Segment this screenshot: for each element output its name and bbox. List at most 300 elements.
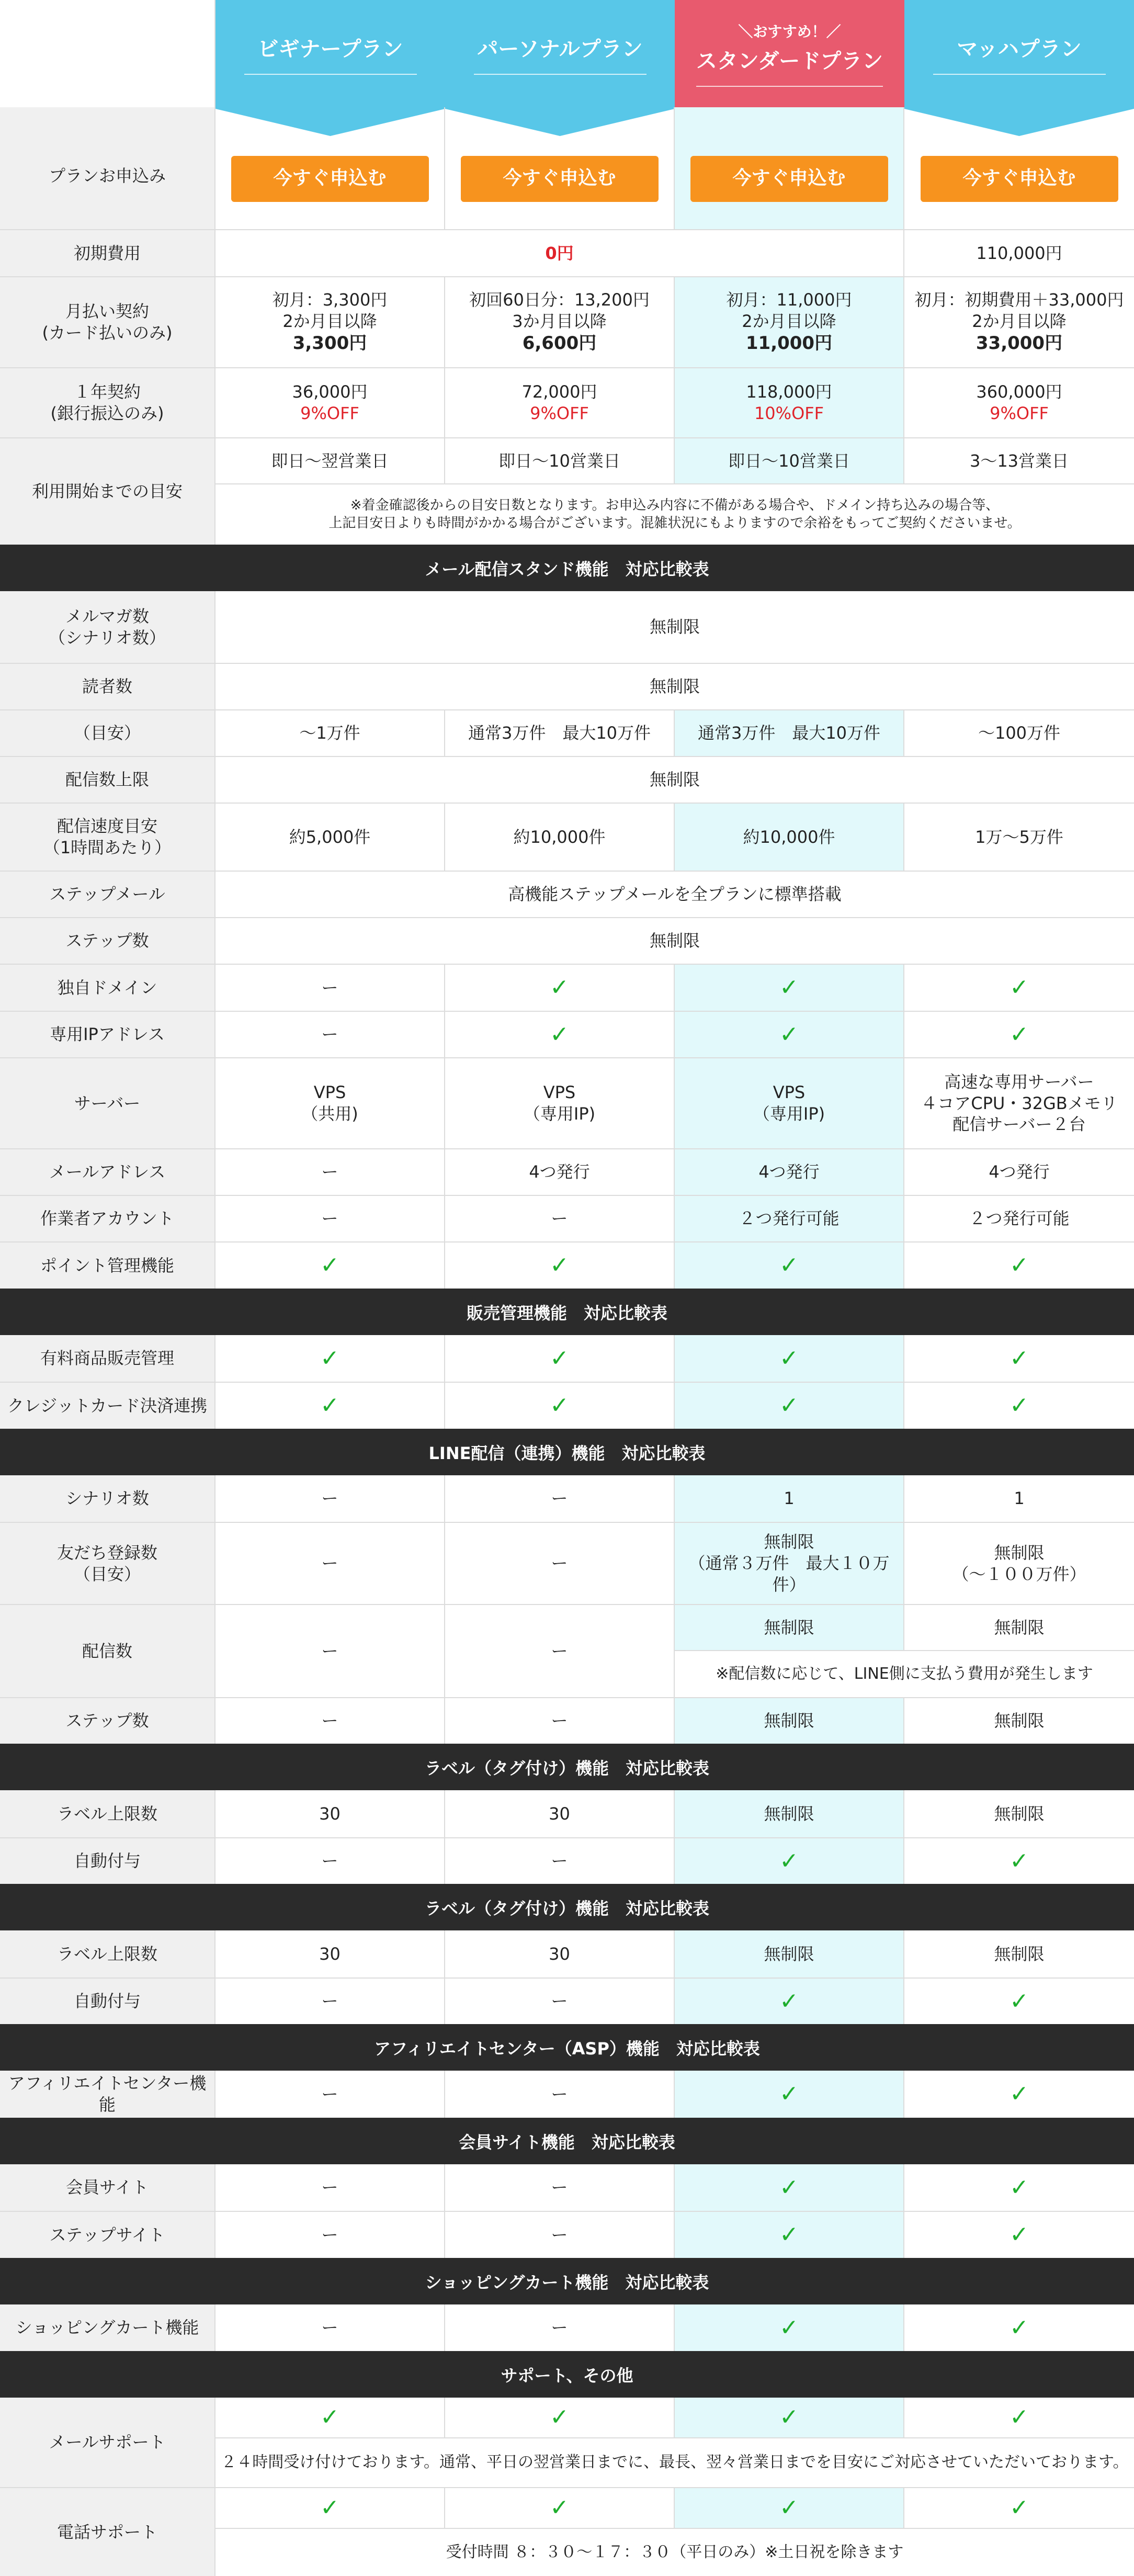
mail-readers-row xyxy=(0,663,1134,709)
plan-cell-1 xyxy=(216,277,445,367)
cell-text: 無制限 xyxy=(994,1944,1045,1964)
cell-text: VPS （共用) xyxy=(301,1082,358,1124)
plan-cell-1 xyxy=(216,1335,445,1382)
check-icon: ✓ xyxy=(779,1847,799,1874)
monthly-price: 33,000円 xyxy=(976,333,1063,354)
cell-text: ー xyxy=(551,2224,568,2245)
check-icon: ✓ xyxy=(320,1392,339,1419)
plan-cell-2 xyxy=(445,1838,675,1884)
support-mail-row xyxy=(0,2398,1134,2487)
mail-address-row xyxy=(0,1148,1134,1195)
plan-cell-1 xyxy=(216,1605,445,1697)
span-cell: 無制限 xyxy=(649,931,700,951)
plan-cell-1 xyxy=(216,1475,445,1522)
row-label: 初期費用 xyxy=(0,230,216,276)
section-label-1: ラベル（タグ付け）機能 対応比較表 xyxy=(0,1744,1134,1790)
plan-cell-3 xyxy=(675,277,904,367)
line-steps-row xyxy=(0,1697,1134,1744)
check-icon: ✓ xyxy=(1010,2081,1029,2107)
plan-cell-3 xyxy=(675,1523,904,1604)
start-cells xyxy=(216,438,1134,484)
plan-cell-1 xyxy=(216,1838,445,1884)
plan-cell-3 xyxy=(675,2304,904,2351)
cart-func-row xyxy=(0,2304,1134,2351)
span-cell: 無制限 xyxy=(649,770,700,790)
plan-cell-1 xyxy=(216,1979,445,2024)
plan-cell-3 xyxy=(675,1196,904,1241)
check-icon: ✓ xyxy=(1010,1021,1029,1048)
apply-button[interactable]: 今すぐ申込む xyxy=(921,156,1118,202)
cell-text: ー xyxy=(551,1991,568,2012)
initial-mach-cell: 110,000円 xyxy=(976,243,1062,263)
cell-text: 4つ発行 xyxy=(989,1162,1050,1182)
plan-cell-3 xyxy=(675,804,904,871)
check-icon: ✓ xyxy=(1010,2174,1029,2201)
mail-steps-row xyxy=(0,917,1134,964)
plan-cell-1 xyxy=(216,1149,445,1195)
plan-cell-4: 3〜13営業日 xyxy=(969,450,1069,471)
plan-name: マッハプラン xyxy=(933,32,1106,75)
yearly-price: 118,000円 xyxy=(746,382,832,402)
check-icon: ✓ xyxy=(779,2404,799,2431)
plan-cell-3 xyxy=(675,1838,904,1884)
cell-text: ー xyxy=(551,1208,568,1229)
row-label: 配信数 xyxy=(0,1605,216,1697)
plan-name: パーソナルプラン xyxy=(474,32,647,75)
check-icon: ✓ xyxy=(779,1252,799,1279)
monthly-detail: 初月：11,000円 2か月目以降 xyxy=(726,290,852,332)
plan-header-box xyxy=(904,0,1134,107)
plan-cell-1 xyxy=(216,368,445,437)
row-label: 月払い契約 (カード払いのみ) xyxy=(0,277,216,367)
cell-text: 無制限 xyxy=(764,1803,814,1824)
row-label: メールアドレス xyxy=(0,1149,216,1195)
plan-cell-2 xyxy=(445,1058,675,1148)
line-delivery-cells xyxy=(675,1605,1134,1651)
support-phone-row xyxy=(0,2487,1134,2576)
row-label: ショッピングカート機能 xyxy=(0,2304,216,2351)
plan-cell-4 xyxy=(904,1196,1134,1241)
plan-cell-2 xyxy=(445,1523,675,1604)
row-label: メルマガ数 （シナリオ数） xyxy=(0,591,216,663)
support-right xyxy=(216,2398,1134,2487)
row-label: 自動付与 xyxy=(0,1979,216,2024)
line-delivery-note: ※配信数に応じて、LINE側に支払う費用が発生します xyxy=(716,1664,1093,1683)
yearly-discount: 10%OFF xyxy=(754,403,824,423)
cell-text: ー xyxy=(321,1208,338,1229)
row-label: 配信速度目安 （1時間あたり） xyxy=(0,804,216,871)
plan-cell-3 xyxy=(675,2071,904,2118)
row-label: 会員サイト xyxy=(0,2164,216,2211)
yearly-price: 360,000円 xyxy=(976,382,1062,402)
monthly-detail: 初回60日分：13,200円 3か月目以降 xyxy=(469,290,650,332)
support-cells xyxy=(216,2488,1134,2529)
plan-cell-1 xyxy=(216,2071,445,2118)
cell-text: ー xyxy=(551,2084,568,2104)
yearly-price: 72,000円 xyxy=(521,382,597,402)
plan-cell-2 xyxy=(445,1383,675,1429)
span-cell: 高機能ステップメールを全プランに標準搭載 xyxy=(508,884,842,905)
cell-text: ２つ発行可能 xyxy=(739,1208,840,1229)
check-icon: ✓ xyxy=(1010,974,1029,1001)
plan-cell-1 xyxy=(216,804,445,871)
plan-cell-2 xyxy=(445,804,675,871)
cell-text: 30 xyxy=(319,1944,341,1964)
cell-text: 4つ発行 xyxy=(529,1162,590,1182)
sales-paid-row xyxy=(0,1335,1134,1382)
cell-text: ー xyxy=(551,1641,568,1661)
header-divider xyxy=(214,0,216,111)
mail-domain-row xyxy=(0,964,1134,1011)
check-icon: ✓ xyxy=(779,1021,799,1048)
support-cells xyxy=(216,2398,1134,2438)
plan-cell-2 xyxy=(445,1790,675,1837)
initial-fee-row xyxy=(0,229,1134,276)
plan-cell-1 xyxy=(216,1058,445,1148)
section-affiliate: アフィリエイトセンター（ASP）機能 対応比較表 xyxy=(0,2024,1134,2071)
plan-cell-3 xyxy=(675,1335,904,1382)
plan-cell-4 xyxy=(904,1790,1134,1837)
plan-cell-1 xyxy=(216,1196,445,1241)
cell-text: 無制限 xyxy=(994,1711,1045,1731)
monthly-price: 3,300円 xyxy=(292,333,367,354)
row-label: 読者数 xyxy=(0,664,216,709)
plan-cell-2 xyxy=(445,1930,675,1978)
cell-text: 1 xyxy=(784,1488,795,1509)
plan-cell-2 xyxy=(445,2398,675,2437)
plan-cell-2 xyxy=(445,1242,675,1289)
cell-text: 無制限 xyxy=(994,1803,1045,1824)
plan-cell-3 xyxy=(675,1058,904,1148)
plan-cell-4: 無制限 xyxy=(994,1617,1045,1637)
cell-text: ー xyxy=(551,2177,568,2198)
yearly-price: 36,000円 xyxy=(292,382,368,402)
cell-text: VPS （専用IP) xyxy=(753,1082,825,1124)
plan-cell-3 xyxy=(675,1475,904,1522)
row-label: 利用開始までの目安 xyxy=(0,438,216,545)
monthly-detail: 初月：初期費用＋33,000円 2か月目以降 xyxy=(914,290,1124,332)
plan-cell-1 xyxy=(216,107,445,229)
cell-text: 1万〜5万件 xyxy=(975,827,1063,847)
plan-cell-1: 即日〜翌営業日 xyxy=(216,438,445,483)
row-label: プランお申込み xyxy=(0,107,216,229)
check-icon: ✓ xyxy=(779,1392,799,1419)
row-label: 独自ドメイン xyxy=(0,965,216,1011)
plan-cell-1 xyxy=(216,1930,445,1978)
plan-cell-3 xyxy=(675,710,904,756)
cell-text: 高速な専用サーバー ４コアCPU・32GBメモリ 配信サーバー２台 xyxy=(921,1071,1118,1135)
cell-text: ー xyxy=(551,1553,568,1574)
initial-free-cell xyxy=(216,230,904,276)
check-icon: ✓ xyxy=(550,1021,569,1048)
plan-cell-2 xyxy=(445,2071,675,2118)
initial-free-text: 0円 xyxy=(545,243,574,263)
row-label: ステップ数 xyxy=(0,918,216,964)
cell-text: 約5,000件 xyxy=(289,827,371,847)
row-label: 作業者アカウント xyxy=(0,1196,216,1241)
plan-cell-3 xyxy=(675,1242,904,1289)
cell-text: ー xyxy=(551,1488,568,1509)
check-icon: ✓ xyxy=(320,2404,339,2431)
check-icon: ✓ xyxy=(320,2494,339,2521)
row-label: １年契約 (銀行振込のみ) xyxy=(0,368,216,437)
plan-cell-3 xyxy=(675,1790,904,1837)
plan-cell-2 xyxy=(445,2164,675,2211)
member-step-row xyxy=(0,2211,1134,2258)
plan-cell-1 xyxy=(216,1012,445,1057)
plan-cell-3 xyxy=(675,1383,904,1429)
section-line: LINE配信（連携）機能 対応比較表 xyxy=(0,1429,1134,1475)
plan-cell-3 xyxy=(675,2212,904,2258)
check-icon: ✓ xyxy=(1010,2494,1029,2521)
plan-cell-4 xyxy=(904,804,1134,871)
mail-speed-row xyxy=(0,803,1134,871)
row-label: ステップ数 xyxy=(0,1698,216,1744)
yearly-discount: 9%OFF xyxy=(300,403,359,423)
mail-magazine-row xyxy=(0,591,1134,663)
cell-text: ー xyxy=(321,977,338,998)
span-cell: 無制限 xyxy=(649,617,700,637)
check-icon: ✓ xyxy=(779,1987,799,2015)
check-icon: ✓ xyxy=(550,1392,569,1419)
apply-button[interactable]: 今すぐ申込む xyxy=(231,156,429,202)
plan-cell-1 xyxy=(216,1790,445,1837)
yearly-discount: 9%OFF xyxy=(990,403,1049,423)
plan-cell-2 xyxy=(445,1335,675,1382)
sales-card-row xyxy=(0,1382,1134,1429)
plan-cell-4 xyxy=(904,1979,1134,2024)
row-label: 専用IPアドレス xyxy=(0,1012,216,1057)
row-label: ラベル上限数 xyxy=(0,1930,216,1978)
plan-header-box xyxy=(216,0,445,107)
cell-text: ー xyxy=(321,1162,338,1182)
apply-row xyxy=(0,107,1134,229)
check-icon: ✓ xyxy=(320,1345,339,1372)
row-label: サーバー xyxy=(0,1058,216,1148)
check-icon: ✓ xyxy=(1010,1847,1029,1874)
cell-text: 30 xyxy=(549,1944,570,1964)
plan-cell-1 xyxy=(216,2164,445,2211)
check-icon: ✓ xyxy=(1010,2404,1029,2431)
plan-cell-3 xyxy=(675,2398,904,2437)
support-right xyxy=(216,2488,1134,2576)
plan-cell-2 xyxy=(445,107,675,229)
plan-cell-3 xyxy=(675,1979,904,2024)
plan-cell-1 xyxy=(216,1698,445,1744)
plan-cell-2 xyxy=(445,1012,675,1057)
line-delivery-right xyxy=(675,1605,1134,1697)
plan-cell-1 xyxy=(216,2212,445,2258)
plan-cell-2 xyxy=(445,1196,675,1241)
monthly-detail: 初月：3,300円 2か月目以降 xyxy=(272,290,388,332)
start-right xyxy=(216,438,1134,545)
start-row xyxy=(0,437,1134,545)
check-icon: ✓ xyxy=(779,2221,799,2248)
line-friends-row xyxy=(0,1522,1134,1604)
cell-text: 約10,000件 xyxy=(513,827,606,847)
cell-text: ー xyxy=(321,1024,338,1045)
plan-cell-4 xyxy=(904,1012,1134,1057)
plan-cell-1 xyxy=(216,2398,445,2437)
cell-text: ー xyxy=(551,1851,568,1871)
plan-cell-3: 即日〜10営業日 xyxy=(675,438,904,483)
check-icon: ✓ xyxy=(550,974,569,1001)
cell-text: VPS （専用IP) xyxy=(523,1082,596,1124)
apply-button[interactable]: 今すぐ申込む xyxy=(461,156,659,202)
plan-cell-4 xyxy=(904,1149,1134,1195)
line-delivery-row xyxy=(0,1604,1134,1697)
plan-cell-2 xyxy=(445,2304,675,2351)
row-label: アフィリエイトセンター機能 xyxy=(0,2071,216,2118)
mail-limit-row xyxy=(0,756,1134,803)
plan-cell-4 xyxy=(904,1242,1134,1289)
plan-header-box xyxy=(445,0,675,107)
cell-text: 〜1万件 xyxy=(299,723,360,743)
plan-cell-4 xyxy=(904,2164,1134,2211)
plan-cell-3 xyxy=(675,2164,904,2211)
row-label: 配信数上限 xyxy=(0,757,216,803)
plan-cell-2 xyxy=(445,1475,675,1522)
cell-text: ー xyxy=(321,1711,338,1731)
plan-cell-4 xyxy=(904,2398,1134,2437)
plan-cell-2 xyxy=(445,1149,675,1195)
plan-cell-3 xyxy=(675,368,904,437)
check-icon: ✓ xyxy=(1010,1345,1029,1372)
plan-cell-2 xyxy=(445,1605,675,1697)
yearly-discount: 9%OFF xyxy=(530,403,589,423)
start-note: ※着金確認後からの目安日数となります。お申込み内容に不備がある場合や、ドメイン持ち込みの場合等、 上記目安日よりも時間がかかる場合がございます。混雑状況にもよりますので余裕をもってご契約くださいませ。 xyxy=(328,498,1021,531)
check-icon: ✓ xyxy=(779,2081,799,2107)
recommend-tag: ＼おすすめ！／ xyxy=(738,23,841,40)
monthly-price: 11,000円 xyxy=(745,333,833,354)
check-icon: ✓ xyxy=(779,1345,799,1372)
plan-cell-1 xyxy=(216,2488,445,2528)
plan-cell-2: 即日〜10営業日 xyxy=(445,438,675,483)
check-icon: ✓ xyxy=(1010,1392,1029,1419)
cell-text: ー xyxy=(321,2177,338,2198)
yearly-row xyxy=(0,367,1134,437)
check-icon: ✓ xyxy=(1010,2314,1029,2341)
member-site-row xyxy=(0,2164,1134,2211)
cell-text: 30 xyxy=(549,1803,570,1824)
plan-cell-1 xyxy=(216,2304,445,2351)
plan-cell-1 xyxy=(216,710,445,756)
mail-stepmail-row xyxy=(0,871,1134,917)
cell-text: 無制限 xyxy=(764,1711,814,1731)
row-label: （目安） xyxy=(0,710,216,756)
monthly-row xyxy=(0,276,1134,367)
line-scenario-row xyxy=(0,1475,1134,1522)
plan-cell-1 xyxy=(216,1242,445,1289)
check-icon: ✓ xyxy=(1010,1987,1029,2015)
row-label: シナリオ数 xyxy=(0,1475,216,1522)
plan-cell-3 xyxy=(675,965,904,1011)
cell-text: 無制限 xyxy=(764,1944,814,1964)
label1-max-row xyxy=(0,1790,1134,1837)
plan-cell-1 xyxy=(216,1523,445,1604)
plan-cell-4 xyxy=(904,2212,1134,2258)
plan-cell-3 xyxy=(675,1149,904,1195)
plan-cell-2 xyxy=(445,710,675,756)
plan-cell-4 xyxy=(904,1838,1134,1884)
cell-text: ー xyxy=(551,2318,568,2338)
span-cell: 無制限 xyxy=(649,676,700,697)
plan-header-box xyxy=(675,0,904,107)
cell-text: 30 xyxy=(319,1803,341,1824)
section-sales: 販売管理機能 対応比較表 xyxy=(0,1289,1134,1335)
cell-text: ー xyxy=(551,1711,568,1731)
plan-cell-3 xyxy=(675,1698,904,1744)
row-label: ステップメール xyxy=(0,872,216,917)
cell-text: ー xyxy=(321,1553,338,1574)
mail-server-row xyxy=(0,1057,1134,1148)
plan-cell-1 xyxy=(216,1383,445,1429)
apply-button[interactable]: 今すぐ申込む xyxy=(690,156,888,202)
check-icon: ✓ xyxy=(550,1345,569,1372)
label2-max-row xyxy=(0,1930,1134,1978)
cell-text: ー xyxy=(321,1641,338,1661)
row-label: ラベル上限数 xyxy=(0,1790,216,1837)
check-icon: ✓ xyxy=(550,1252,569,1279)
row-label: ポイント管理機能 xyxy=(0,1242,216,1289)
plan-cell-3: 無制限 xyxy=(675,1605,904,1650)
plan-cell-4 xyxy=(904,1475,1134,1522)
check-icon: ✓ xyxy=(779,974,799,1001)
support-note: 受付時間 ８：３０〜１７：３０（平日のみ）※土日祝を除きます xyxy=(446,2543,904,2561)
row-label: 自動付与 xyxy=(0,1838,216,1884)
plan-cell-3 xyxy=(675,1012,904,1057)
plan-cell-4 xyxy=(904,2488,1134,2528)
mail-guide-row xyxy=(0,709,1134,756)
plan-name: スタンダードプラン xyxy=(696,44,883,87)
cell-text: 無制限 （通常３万件 最大１０万件） xyxy=(688,1532,890,1595)
row-label: ステップサイト xyxy=(0,2212,216,2258)
plan-cell-4 xyxy=(904,2071,1134,2118)
plan-cell-4 xyxy=(904,1930,1134,1978)
plan-cell-4 xyxy=(904,1698,1134,1744)
check-icon: ✓ xyxy=(1010,2221,1029,2248)
check-icon: ✓ xyxy=(779,2494,799,2521)
plan-cell-4 xyxy=(904,277,1134,367)
plan-cell-3 xyxy=(675,2488,904,2528)
plan-cell-4 xyxy=(904,965,1134,1011)
section-cart: ショッピングカート機能 対応比較表 xyxy=(0,2258,1134,2304)
check-icon: ✓ xyxy=(1010,1252,1029,1279)
plan-cell-4 xyxy=(904,107,1134,229)
check-icon: ✓ xyxy=(550,2404,569,2431)
plan-cell-4 xyxy=(904,1523,1134,1604)
row-label: 電話サポート xyxy=(0,2488,216,2576)
affiliate-center-row xyxy=(0,2071,1134,2118)
cell-text: ー xyxy=(321,2084,338,2104)
row-label: 有料商品販売管理 xyxy=(0,1335,216,1382)
plan-cell-3 xyxy=(675,1930,904,1978)
plan-name: ビギナープラン xyxy=(244,32,417,75)
plan-cell-4 xyxy=(904,1335,1134,1382)
plan-cell-2 xyxy=(445,277,675,367)
label2-auto-row xyxy=(0,1978,1134,2024)
label1-auto-row xyxy=(0,1837,1134,1884)
plan-cell-4 xyxy=(904,368,1134,437)
plan-cell-2 xyxy=(445,2212,675,2258)
cell-text: 通常3万件 最大10万件 xyxy=(468,723,651,743)
row-label: 友だち登録数 （目安） xyxy=(0,1523,216,1604)
cell-text: 約10,000件 xyxy=(743,827,835,847)
cell-text: 通常3万件 最大10万件 xyxy=(697,723,881,743)
row-label: クレジットカード決済連携 xyxy=(0,1383,216,1429)
cell-text: ー xyxy=(321,2224,338,2245)
monthly-price: 6,600円 xyxy=(522,333,597,354)
